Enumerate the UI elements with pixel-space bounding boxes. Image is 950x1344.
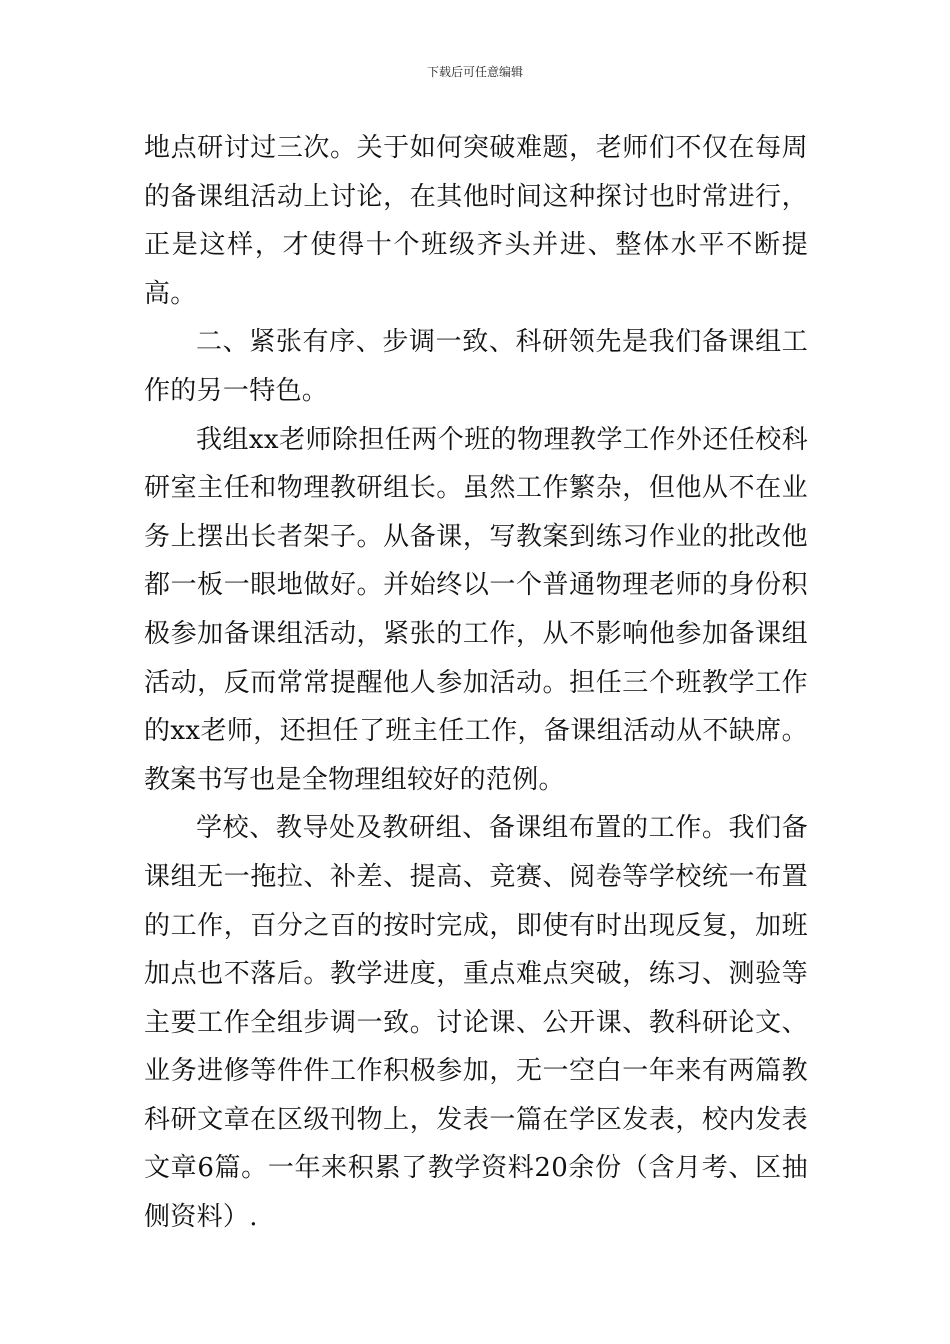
document-body bbox=[144, 124, 808, 1242]
page-header: 下载后可任意编辑 bbox=[426, 65, 523, 79]
paragraph-2: 二、紧张有序、步调一致、科研领先是我们备课组工作的另一特色。 bbox=[144, 327, 808, 406]
paragraph-1: 地点研讨过三次。关于如何突破难题，老师们不仅在每周的备课组活动上讨论，在其他时间这种探讨也时常进行，正是这样，才使得十个班级齐头并进、整体水平不断提高。 bbox=[144, 133, 808, 309]
paragraph-3: 我组xx老师除担任两个班的物理教学工作外还任校科研室主任和物理教研组长。虽然工作繁杂，但他从不在业务上摆出长者架子。从备课，写教案到练习作业的批改他都一板一眼地做好。并始终以一个普通物理老师的身份积极参加备课组活动，紧张的工作，从不影响他参加备课组活动，反而常常提醒他人参加活动。担任三个班教学工作的xx老师，还担任了班主任工作，备课组活动从不缺席。教案书写也是全物理组较好的范例。 bbox=[144, 424, 808, 795]
paragraph-4: 学校、教导处及教研组、备课组布置的工作。我们备课组无一拖拉、补差、提高、竞赛、阅卷等学校统一布置的工作，百分之百的按时完成，即使有时出现反复，加班加点也不落后。教学进度，重点难点突破，练习、测验等主要工作全组步调一致。讨论课、公开课、教科研论文、业务进修等件件工作积极参加，无一空白一年来有两篇教科研文章在区级刊物上，发表一篇在学区发表，校内发表文章6篇。一年来积累了教学资料20余份（含月考、区抽侧资料）. bbox=[144, 813, 808, 1233]
